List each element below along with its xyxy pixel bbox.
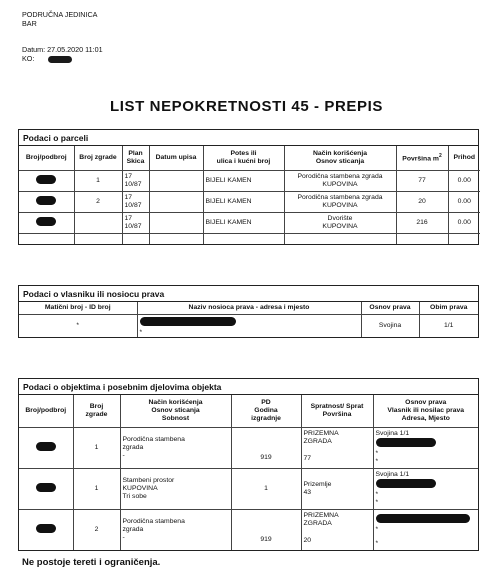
footer-note: Ne postoje tereti i ograničenja. (22, 557, 161, 568)
owners-section (18, 285, 479, 338)
col-naziv: Naziv nosioca prava - adresa i mjesto (137, 302, 361, 314)
redacted-mark (376, 479, 436, 488)
col-potes: Potes ili ulica i kućni broj (203, 146, 284, 170)
col-nacin: Način korišćenja Osnov sticanja (284, 146, 396, 170)
document-title: LIST NEPOKRETNOSTI 45 - PREPIS (109, 98, 384, 115)
col-zgrade: Broj zgrade (73, 395, 120, 427)
col-osnov: Osnov prava (361, 302, 419, 314)
redacted-mark (376, 514, 470, 523)
redacted-mark (48, 56, 72, 63)
table-row: 1 17 10/87 BIJELI KAMEN Porodična stambena zgrada KUPOVINA 77 0.00 (19, 170, 480, 191)
header-date-block (22, 45, 103, 63)
owners-header-row (19, 302, 478, 314)
col-broj: Broj/podbroj (19, 146, 74, 170)
owners-table (19, 302, 478, 337)
owners-section-title: Podaci o vlasniku ili nosiocu prava (19, 286, 478, 302)
header-organization (22, 10, 97, 28)
table-row: 1 Stambeni prostor KUPOVINA Tri sobe 1 Prizemlje 43 Svojina 1/1 * * (19, 468, 478, 509)
col-povrsina: Površina $m^2$ (396, 146, 448, 170)
redacted-mark (376, 438, 436, 447)
org-line-2: BAR (22, 19, 37, 28)
col-broj: Broj/podbroj (19, 395, 73, 427)
redacted-mark (36, 217, 56, 226)
parcels-section (18, 129, 479, 245)
table-row: 1 Porodična stambena zgrada - 919 PRIZEMNA ZGRADA 77 Svojina 1/1 * * (19, 427, 478, 468)
col-nacin: Način korišćenja Osnov sticanja Sobnost (120, 395, 231, 427)
col-osnov: Osnov prava Vlasnik ili nosilac prava Adresa, Mjesto (373, 395, 478, 427)
col-maticni: Matični broj - ID broj (19, 302, 137, 314)
ko-label: KO: (22, 54, 35, 63)
col-spratnost: Spratnost/ Sprat Površina (301, 395, 373, 427)
table-row: 2 Porodična stambena zgrada - 919 PRIZEMNA ZGRADA 20 * * (19, 509, 478, 550)
col-zgrade: Broj zgrade (74, 146, 122, 170)
col-datum: Datum upisa (149, 146, 203, 170)
table-row (19, 233, 480, 244)
objects-table (19, 395, 478, 550)
ko-line (22, 54, 103, 63)
col-pd: PD Godina izgradnje (231, 395, 301, 427)
table-row: 2 17 10/87 BIJELI KAMEN Porodična stambena zgrada KUPOVINA 20 0.00 (19, 191, 480, 212)
objects-section (18, 378, 479, 551)
parcels-section-title: Podaci o parceli (19, 130, 478, 146)
parcels-header-row (19, 146, 480, 170)
redacted-mark (36, 483, 56, 492)
col-obim: Obim prava (419, 302, 478, 314)
objects-header-row (19, 395, 478, 427)
table-row: 17 10/87 BIJELI KAMEN Dvorište KUPOVINA 216 0.00 (19, 212, 480, 233)
col-plan: Plan Skica (122, 146, 149, 170)
table-row: * * Svojina 1/1 (19, 314, 478, 337)
org-line-1: PODRUČNA JEDINICA (22, 10, 98, 19)
date-line: Datum: 27.05.2020 11:01 (22, 45, 103, 54)
redacted-mark (36, 524, 56, 533)
parcels-table (19, 146, 480, 244)
redacted-mark (140, 317, 236, 326)
col-prihod: Prihod (448, 146, 480, 170)
redacted-mark (36, 196, 56, 205)
objects-section-title: Podaci o objektima i posebnim djelovima objekta (19, 379, 478, 395)
redacted-mark (36, 175, 56, 184)
redacted-mark (36, 442, 56, 451)
